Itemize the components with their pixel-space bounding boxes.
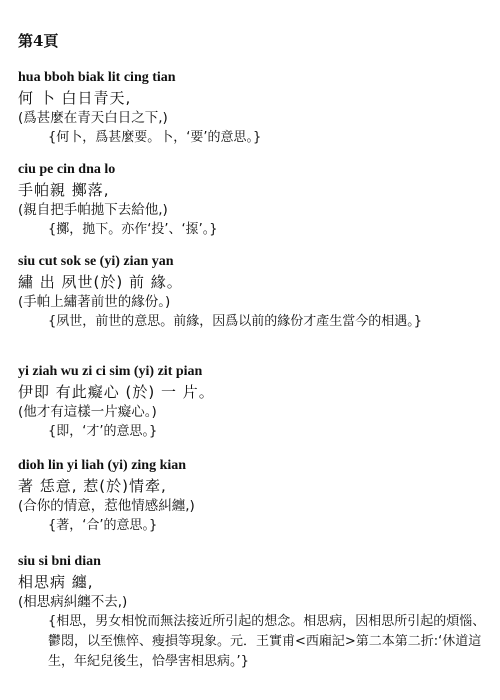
chinese-line: 繡 出 夙世(於) 前 緣。 <box>18 273 183 291</box>
translation-line: (他才有這樣一片癡心。) <box>18 404 157 420</box>
note-line: {即，‘才’的意思。} <box>48 424 158 439</box>
chinese-line: 何 卜 白日青天, <box>18 89 132 107</box>
romanization-line: ciu pe cin dna lo <box>18 162 116 177</box>
chinese-line: 著 恁意, 惹(於)情牽, <box>18 477 167 495</box>
verse-2 <box>18 160 488 240</box>
translation-line: (手帕上繡著前世的緣份。) <box>18 294 171 310</box>
note-line: {夙世，前世的意思。前緣，因爲以前的緣份才產生當今的相遇。} <box>48 314 423 329</box>
translation-line: (相思病糾纏不去,) <box>18 594 128 610</box>
note-line: {相思，男女相悅而無法接近所引起的想念。相思病，因相思所引起的煩惱、鬱悶，以至憔悴、瘦損等現象。元．王實甫<西廂記>第二本第二折:‘休道這生，年紀兒後生，恰學害相思病。’} <box>48 614 486 669</box>
romanization-line: yi ziah wu zi ci sim (yi) zit pian <box>18 364 203 379</box>
translation-line: (爲甚麼在青天白日之下,) <box>18 110 168 126</box>
romanization-line: dioh lin yi liah (yi) zing kian <box>18 458 187 473</box>
translation-line: (親自把手帕拋下去給他,) <box>18 202 168 218</box>
verse-5 <box>18 456 488 536</box>
verse-4 <box>18 362 488 442</box>
verse-3 <box>18 252 488 332</box>
chinese-line: 手帕親 擲落, <box>18 181 110 199</box>
chinese-line: 伊即 有此癡心 (於) 一 片。 <box>18 383 215 401</box>
romanization-line: siu cut sok se (yi) zian yan <box>18 254 174 269</box>
note-line: {擲，拋下。亦作‘投’、‘揼’。} <box>48 222 218 237</box>
verse-6 <box>18 552 488 672</box>
chinese-line: 相思病 纏, <box>18 573 94 591</box>
note-line: {何卜，爲甚麼要。卜，‘要’的意思。} <box>48 130 262 145</box>
note-line: {著，‘合’的意思。} <box>48 518 158 533</box>
verse-1 <box>18 68 488 148</box>
translation-line: (合你的情意，惹他情感糾纏,) <box>18 498 195 514</box>
romanization-line: hua bboh biak lit cing tian <box>18 70 176 85</box>
romanization-line: siu si bni dian <box>18 554 101 569</box>
page-number: 第4頁 <box>18 32 59 50</box>
